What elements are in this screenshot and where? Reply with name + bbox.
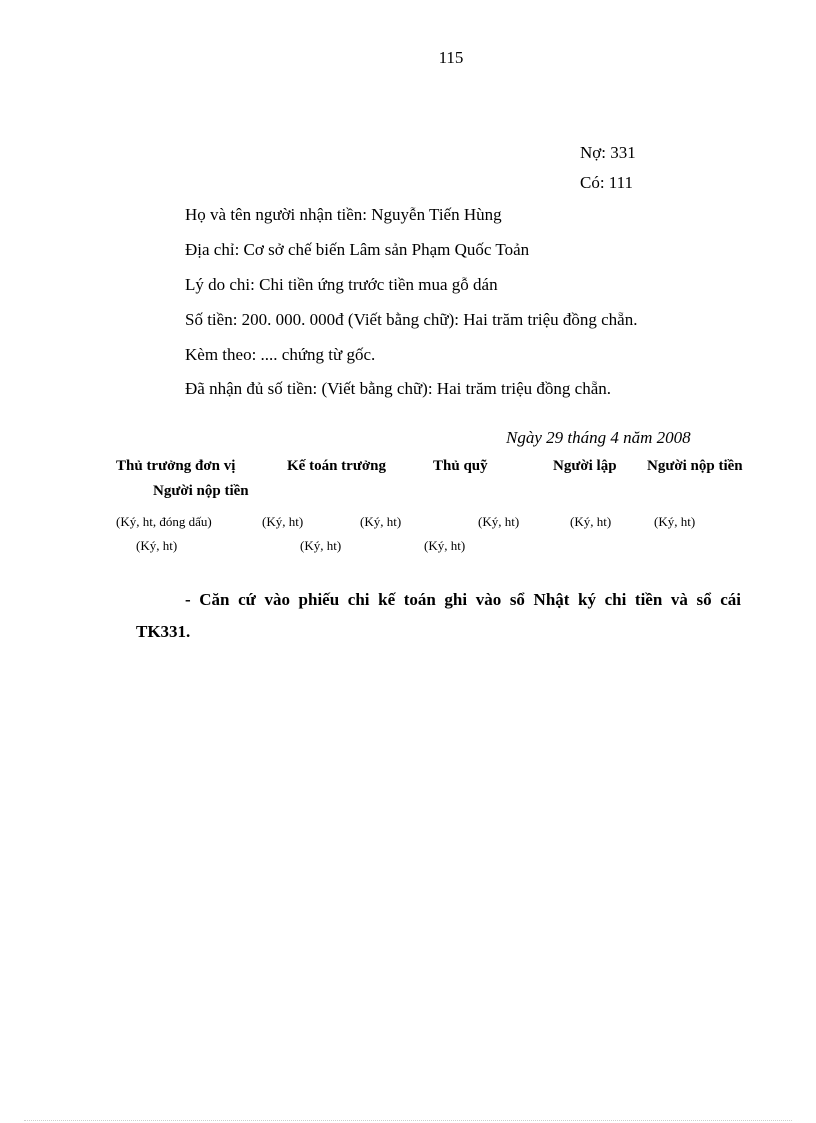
signature-title-payer: Người nộp tiền — [647, 458, 743, 474]
received-amount: Đã nhận đủ số tiền: (Viết bằng chữ): Hai trăm triệu đồng chẵn. — [185, 379, 611, 398]
signature-note: (Ký, ht) — [360, 514, 402, 529]
note-line-2: TK331. — [136, 622, 191, 641]
signature-title-preparer: Người lập — [553, 458, 617, 474]
signature-note: (Ký, ht) — [654, 514, 696, 529]
address: Địa chỉ: Cơ sở chế biến Lâm sản Phạm Quốc Toản — [185, 240, 530, 259]
reason: Lý do chi: Chi tiền ứng trước tiền mua gỗ dán — [185, 275, 498, 294]
signature-title-cashier: Thủ quỹ — [433, 458, 488, 474]
debit-account: Nợ: 331 — [580, 143, 636, 162]
signature-note: (Ký, ht) — [424, 538, 466, 553]
document-date: Ngày 29 tháng 4 năm 2008 — [506, 428, 691, 447]
recipient-name: Họ và tên người nhận tiền: Nguyễn Tiến Hùng — [185, 205, 502, 224]
signature-title-head-of-unit: Thủ trưởng đơn vị — [116, 458, 236, 474]
page-number: 115 — [438, 48, 464, 67]
page-bottom-divider — [24, 1120, 792, 1121]
signature-title-payer-wrapped: Người nộp tiền — [153, 483, 249, 499]
amount: Số tiền: 200. 000. 000đ (Viết bằng chữ): Hai trăm triệu đồng chẵn. — [185, 310, 638, 329]
credit-account: Có: 111 — [580, 173, 634, 192]
signature-note: (Ký, ht) — [136, 538, 178, 553]
signature-title-chief-accountant: Kế toán trưởng — [287, 458, 386, 474]
signature-note: (Ký, ht) — [300, 538, 342, 553]
signature-note: (Ký, ht) — [478, 514, 520, 529]
note-line-1: - Căn cứ vào phiếu chi kế toán ghi vào sổ Nhật ký chi tiền và sổ cái — [185, 590, 741, 609]
signature-note: (Ký, ht) — [570, 514, 612, 529]
attachments: Kèm theo: .... chứng từ gốc. — [185, 345, 376, 364]
signature-note: (Ký, ht) — [262, 514, 304, 529]
signature-note: (Ký, ht, đóng dấu) — [116, 514, 212, 529]
